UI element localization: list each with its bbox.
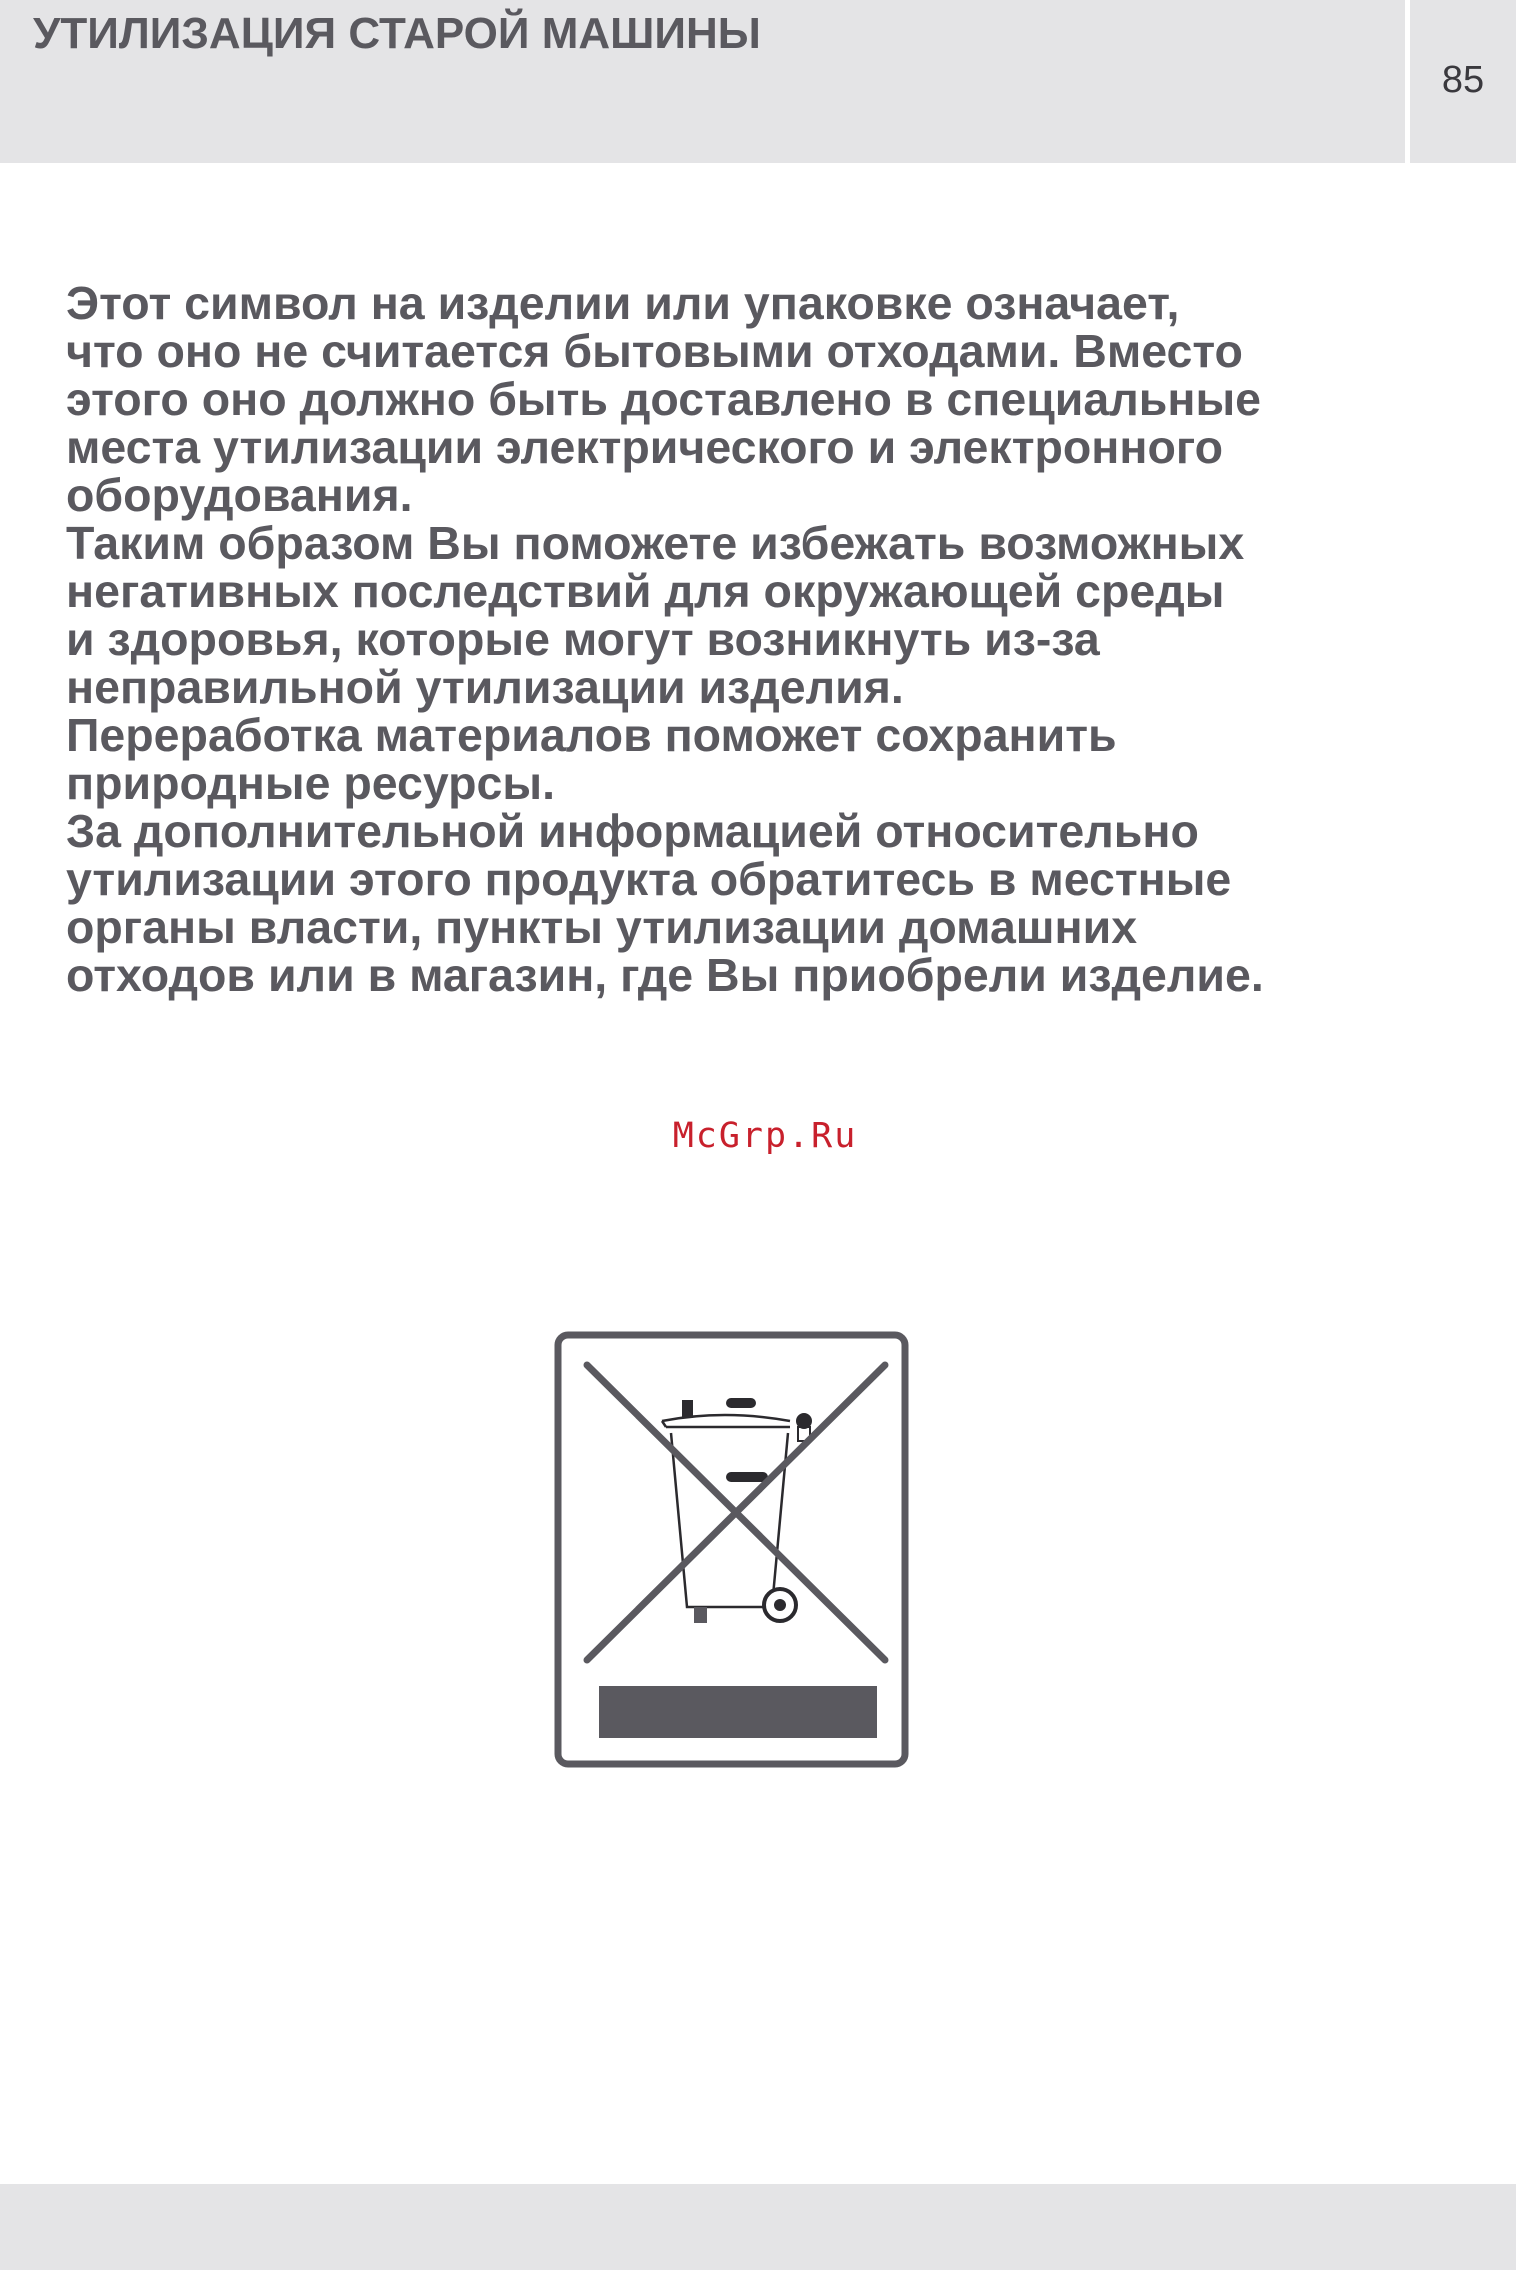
- text-line: органы власти, пункты утилизации домашних: [66, 901, 1138, 953]
- page-number: 85: [1441, 59, 1485, 101]
- text-line: неправильной утилизации изделия.: [66, 661, 904, 713]
- bin-lid: [662, 1415, 790, 1421]
- crossed-out-wheelie-bin-icon: [554, 1331, 909, 1768]
- text-line: За дополнительной информацией относительно: [66, 805, 1199, 857]
- text-line: Переработка материалов поможет сохранить: [66, 709, 1117, 761]
- text-line: отходов или в магазин, где Вы приобрели изделие.: [66, 949, 1264, 1001]
- text-line: природные ресурсы.: [66, 757, 556, 809]
- text-line: места утилизации электрического и электронного: [66, 421, 1224, 473]
- footer-band: [0, 2184, 1516, 2270]
- text-line: негативных последствий для окружающей среды: [66, 565, 1225, 617]
- text-line: Этот символ на изделии или упаковке означает,: [66, 277, 1180, 329]
- disposal-instructions: [66, 279, 1466, 999]
- symbol-bar: [599, 1686, 877, 1738]
- text-line: Таким образом Вы поможете избежать возможных: [66, 517, 1245, 569]
- watermark: McGrp.Ru: [672, 1116, 858, 1156]
- bin-lid-handle: [726, 1398, 756, 1408]
- page-title: УТИЛИЗАЦИЯ СТАРОЙ МАШИНЫ: [33, 9, 761, 58]
- text-line: этого оно должно быть доставлено в специальные: [66, 373, 1262, 425]
- text-line: что оно не считается бытовыми отходами. Вместо: [66, 325, 1243, 377]
- text-line: оборудования.: [66, 469, 413, 521]
- text-line: и здоровья, которые могут возникнуть из-за: [66, 613, 1100, 665]
- text-line: утилизации этого продукта обратитесь в местные: [66, 853, 1232, 905]
